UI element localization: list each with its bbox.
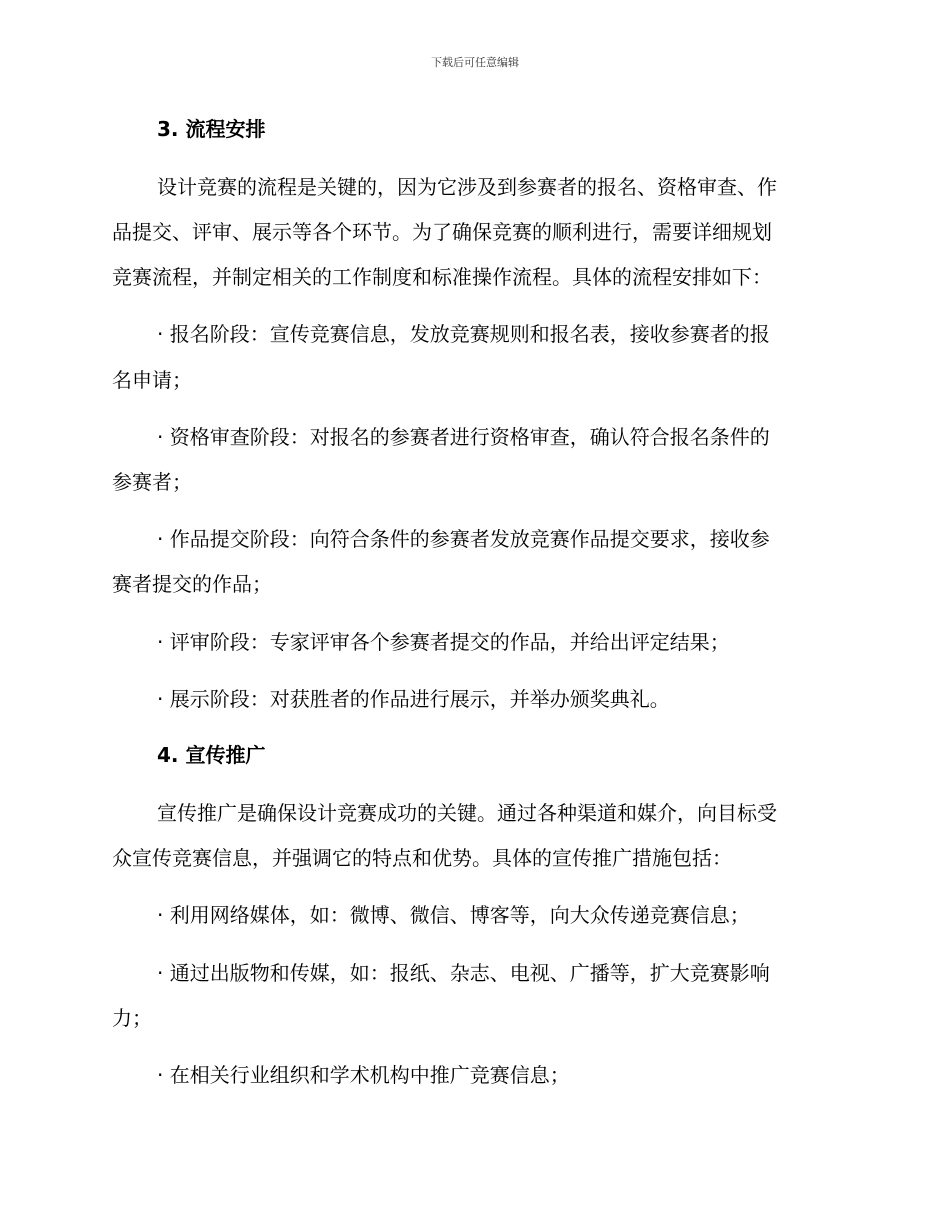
- list-item: · 资格审查阶段：对报名的参赛者进行资格审查，确认符合报名条件的: [157, 425, 770, 449]
- section-heading: 3. 流程安排: [157, 117, 266, 141]
- list-item-continuation: 力；: [112, 1006, 152, 1030]
- section-heading: 4. 宣传推广: [157, 743, 266, 767]
- paragraph-line: 众宣传竞赛信息，并强调它的特点和优势。具体的宣传推广措施包括：: [112, 846, 732, 870]
- list-item-continuation: 名申请；: [112, 368, 192, 392]
- list-item: · 评审阶段：专家评审各个参赛者提交的作品，并给出评定结果；: [157, 630, 730, 654]
- list-item: · 通过出版物和传媒，如：报纸、杂志、电视、广播等，扩大竞赛影响: [157, 961, 770, 985]
- list-item-continuation: 赛者提交的作品；: [112, 572, 272, 596]
- list-item: · 报名阶段：宣传竞赛信息，发放竞赛规则和报名表，接收参赛者的报: [157, 322, 770, 346]
- list-item: · 在相关行业组织和学术机构中推广竞赛信息；: [157, 1063, 570, 1087]
- list-item: · 利用网络媒体，如：微博、微信、博客等，向大众传递竞赛信息；: [157, 903, 750, 927]
- list-item: · 作品提交阶段：向符合条件的参赛者发放竞赛作品提交要求，接收参: [157, 527, 770, 551]
- paragraph-line: 竞赛流程，并制定相关的工作制度和标准操作流程。具体的流程安排如下：: [112, 265, 772, 289]
- paragraph-line: 品提交、评审、展示等各个环节。为了确保竞赛的顺利进行，需要详细规划: [112, 220, 772, 244]
- paragraph-line: 宣传推广是确保设计竞赛成功的关键。通过各种渠道和媒介，向目标受: [157, 801, 777, 825]
- list-item-continuation: 参赛者；: [112, 470, 192, 494]
- header-note: 下载后可任意编辑: [431, 56, 519, 69]
- list-item: · 展示阶段：对获胜者的作品进行展示，并举办颁奖典礼。: [157, 687, 670, 711]
- paragraph-line: 设计竞赛的流程是关键的，因为它涉及到参赛者的报名、资格审查、作: [157, 175, 777, 199]
